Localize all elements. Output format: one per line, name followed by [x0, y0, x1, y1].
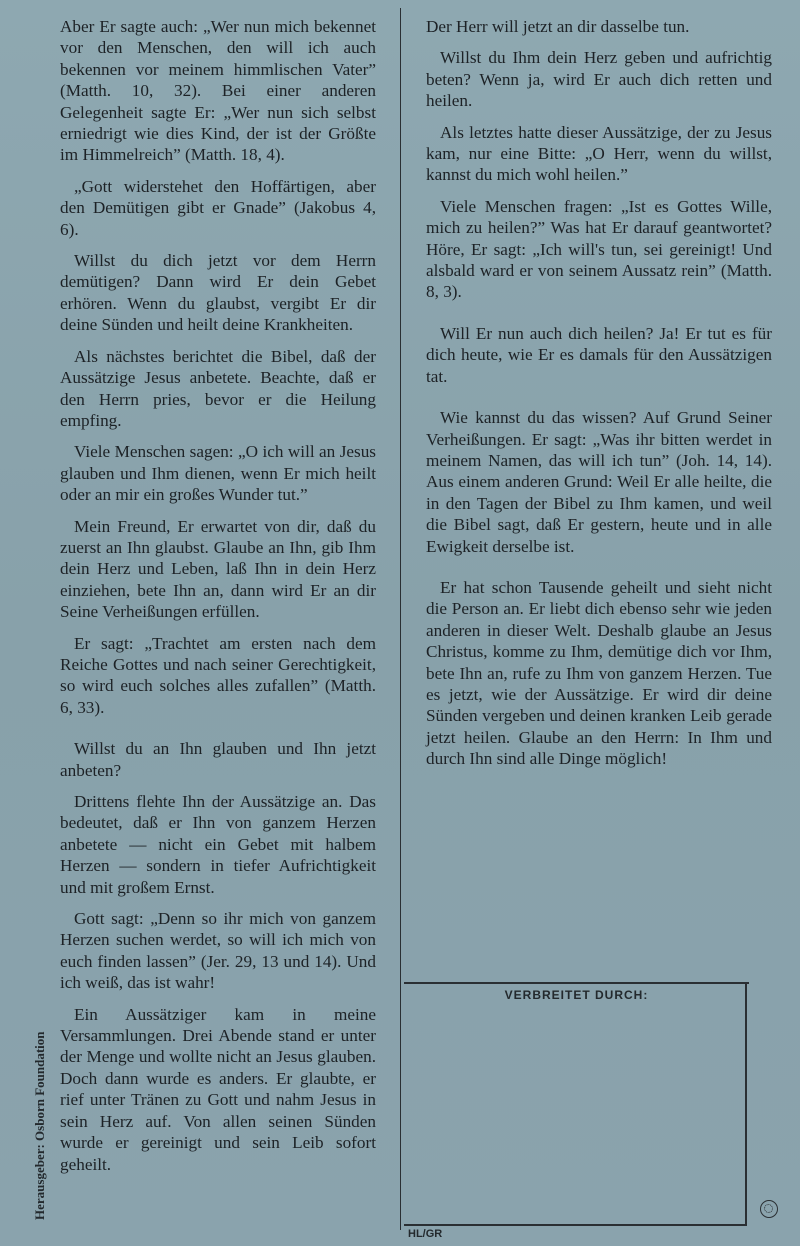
print-code: HL/GR [408, 1228, 443, 1240]
seal-icon [760, 1200, 778, 1218]
paragraph: Aber Er sagte auch: „Wer nun mich bekennet vor den Menschen, den will ich auch bekennen vor meinem himmlischen Vater” (Matth. 10, 32). Bei einer anderen Gelegenheit sagte Er: „Wer nun sich selbst erniedrigt wie dies Kind, der ist der Größte im Himmelreich” (Matth. 18, 4). [60, 17, 376, 165]
paragraph: Ein Aussätziger kam in meine Versammlungen. Drei Abende stand er unter der Menge und wollte nicht an Jesus glauben. Doch dann wurde es anders. Er glaubte, er rief unter Tränen zu Gott und nahm Jesus in sein Herz auf. Von allen seinen Sünden wurde er gereinigt und sein Leib sofort geheilt. [60, 1004, 376, 1174]
paragraph: Der Herr will jetzt an dir dasselbe tun. [426, 17, 690, 36]
paragraph: Er sagt: „Trachtet am ersten nach dem Reiche Gottes und nach seiner Gerechtigkeit, so wird euch solches alles zufallen” (Matth. 6, 33). [60, 633, 376, 717]
paragraph: Willst du an Ihn glauben und Ihn jetzt anbeten? [60, 739, 376, 780]
paragraph: Viele Menschen sagen: „O ich will an Jesus glauben und Ihm dienen, wenn Er mich heilt oder an mir ein großes Wunder tut.” [60, 442, 376, 505]
paragraph: Gott sagt: „Denn so ihr mich von ganzem Herzen suchen werdet, so will ich mich von euch finden lassen” (Jer. 29, 13 und 14). Und ich weiß, das ist wahr! [60, 909, 376, 993]
paragraph: Er hat schon Tausende geheilt und sieht nicht die Person an. Er liebt dich ebenso sehr wie jeden anderen in dieser Welt. Deshalb glaube an Jesus Christus, komme zu Ihm, demütige dich vor Ihm, bete Ihn an, rufe zu Ihm von ganzem Herzen. Tue es jetzt, wie der Aussätzige. Er wird dir deine Sünden vergeben und deinen kranken Leib gerade jetzt heilen. Glaube an den Herrn: In Ihm und durch Ihn sind alle Dinge möglich! [426, 577, 772, 769]
column-divider [400, 8, 401, 1230]
paragraph: Wie kannst du das wissen? Auf Grund Seiner Verheißungen. Er sagt: „Was ihr bitten werdet in meinem Namen, das will ich tun” (Joh. 14, 14). Aus einem anderen Grund: Weil Er alle heilte, die in den Tagen der Bibel zu Ihm kamen, und weil die Bibel sagt, daß Er gestern, heute und in alle Ewigkeit derselbe ist. [426, 408, 772, 556]
paragraph: Als letztes hatte dieser Aussätzige, der zu Jesus kam, nur eine Bitte: „O Herr, wenn du willst, kannst du mich wohl heilen.” [426, 122, 772, 185]
right-column [426, 16, 772, 780]
paragraph: Mein Freund, Er erwartet von dir, daß du zuerst an Ihn glaubst. Glaube an Ihn, gib Ihm dein Herz und Leben, laß Ihn in dein Herz einziehen, bete Ihn an, dann wird Er an dir Seine Verheißungen erfüllen. [60, 516, 376, 622]
left-column [60, 16, 376, 1185]
paragraph: Viele Menschen fragen: „Ist es Gottes Wille, mich zu heilen?” Was hat Er darauf geantwortet? Höre, Er sagt: „Ich will's tun, sei gereinigt! Und alsbald ward er von seinem Aussatz rein” (Matth. 8, 3). [426, 196, 772, 302]
distribution-box-label: VERBREITET DURCH: [504, 988, 649, 1002]
paragraph: Als nächstes berichtet die Bibel, daß der Aussätzige Jesus anbetete. Beachte, daß er den Herrn pries, bevor er die Heilung empfing. [60, 346, 376, 430]
paragraph: „Gott widerstehet den Hoffärtigen, aber den Demütigen gibt er Gnade” (Jakobus 4, 6). [60, 176, 376, 239]
paragraph: Will Er nun auch dich heilen? Ja! Er tut es für dich heute, wie Er es damals für den Aussätzigen tat. [426, 323, 772, 386]
publisher-note: Herausgeber: Osborn Foundation [32, 1031, 47, 1220]
paragraph: Drittens flehte Ihn der Aussätzige an. Das bedeutet, daß er Ihn von ganzem Herzen anbetete — nicht ein Gebet mit halbem Herzen — sondern in tiefer Aufrichtigkeit und mit großem Ernst. [60, 792, 376, 897]
paragraph: Willst du Ihm dein Herz geben und aufrichtig beten? Wenn ja, wird Er auch dich retten und heilen. [426, 48, 772, 111]
paragraph: Willst du dich jetzt vor dem Herrn demütigen? Dann wird Er dein Gebet erhören. Wenn du glaubst, vergibt Er dir deine Sünden und heilt deine Krankheiten. [60, 251, 376, 335]
distribution-box [404, 982, 747, 1226]
